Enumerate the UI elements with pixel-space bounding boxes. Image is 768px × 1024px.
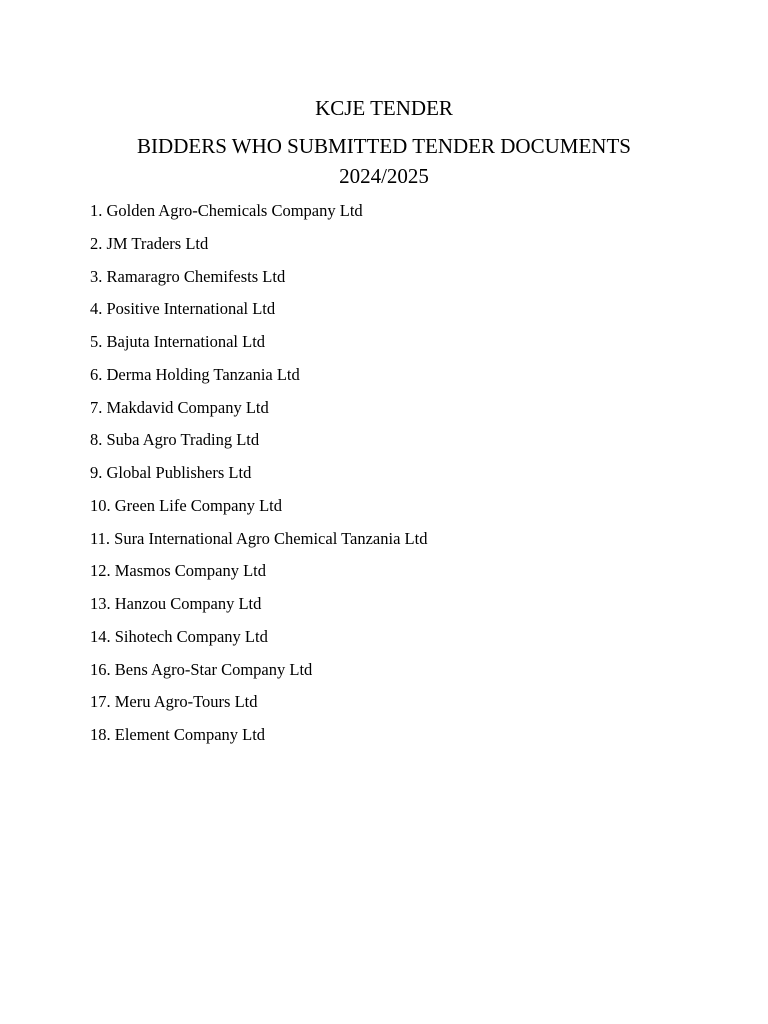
bidder-item: 12. Masmos Company Ltd — [90, 561, 266, 581]
bidder-item: 17. Meru Agro-Tours Ltd — [90, 692, 258, 712]
bidder-item: 3. Ramaragro Chemifests Ltd — [90, 266, 286, 286]
bidder-item: 4. Positive International Ltd — [90, 299, 276, 319]
bidder-item: 2. JM Traders Ltd — [90, 233, 209, 253]
bidder-item: 5. Bajuta International Ltd — [90, 332, 266, 351]
bidder-item: 8. Suba Agro Trading Ltd — [90, 430, 260, 450]
bidder-item: 14. Sihotech Company Ltd — [90, 626, 268, 646]
document-subtitle: BIDDERS WHO SUBMITTED TENDER DOCUMENTS 2024/2025 — [137, 134, 631, 188]
bidder-item: 10. Green Life Company Ltd — [90, 495, 282, 515]
bidder-item: 9. Global Publishers Ltd — [90, 463, 252, 482]
bidder-list — [90, 199, 427, 756]
bidder-item: 7. Makdavid Company Ltd — [90, 397, 269, 417]
bidder-item: 6. Derma Holding Tanzania Ltd — [90, 364, 300, 384]
bidder-item: 13. Hanzou Company Ltd — [90, 594, 262, 613]
bidder-item: 18. Element Company Ltd — [90, 725, 266, 744]
bidder-item: 1. Golden Agro-Chemicals Company Ltd — [90, 201, 363, 220]
document-title: KCJE TENDER — [315, 96, 453, 120]
bidder-item: 16. Bens Agro-Star Company Ltd — [90, 659, 313, 679]
bidder-item: 11. Sura International Agro Chemical Tanzania Ltd — [90, 528, 428, 548]
